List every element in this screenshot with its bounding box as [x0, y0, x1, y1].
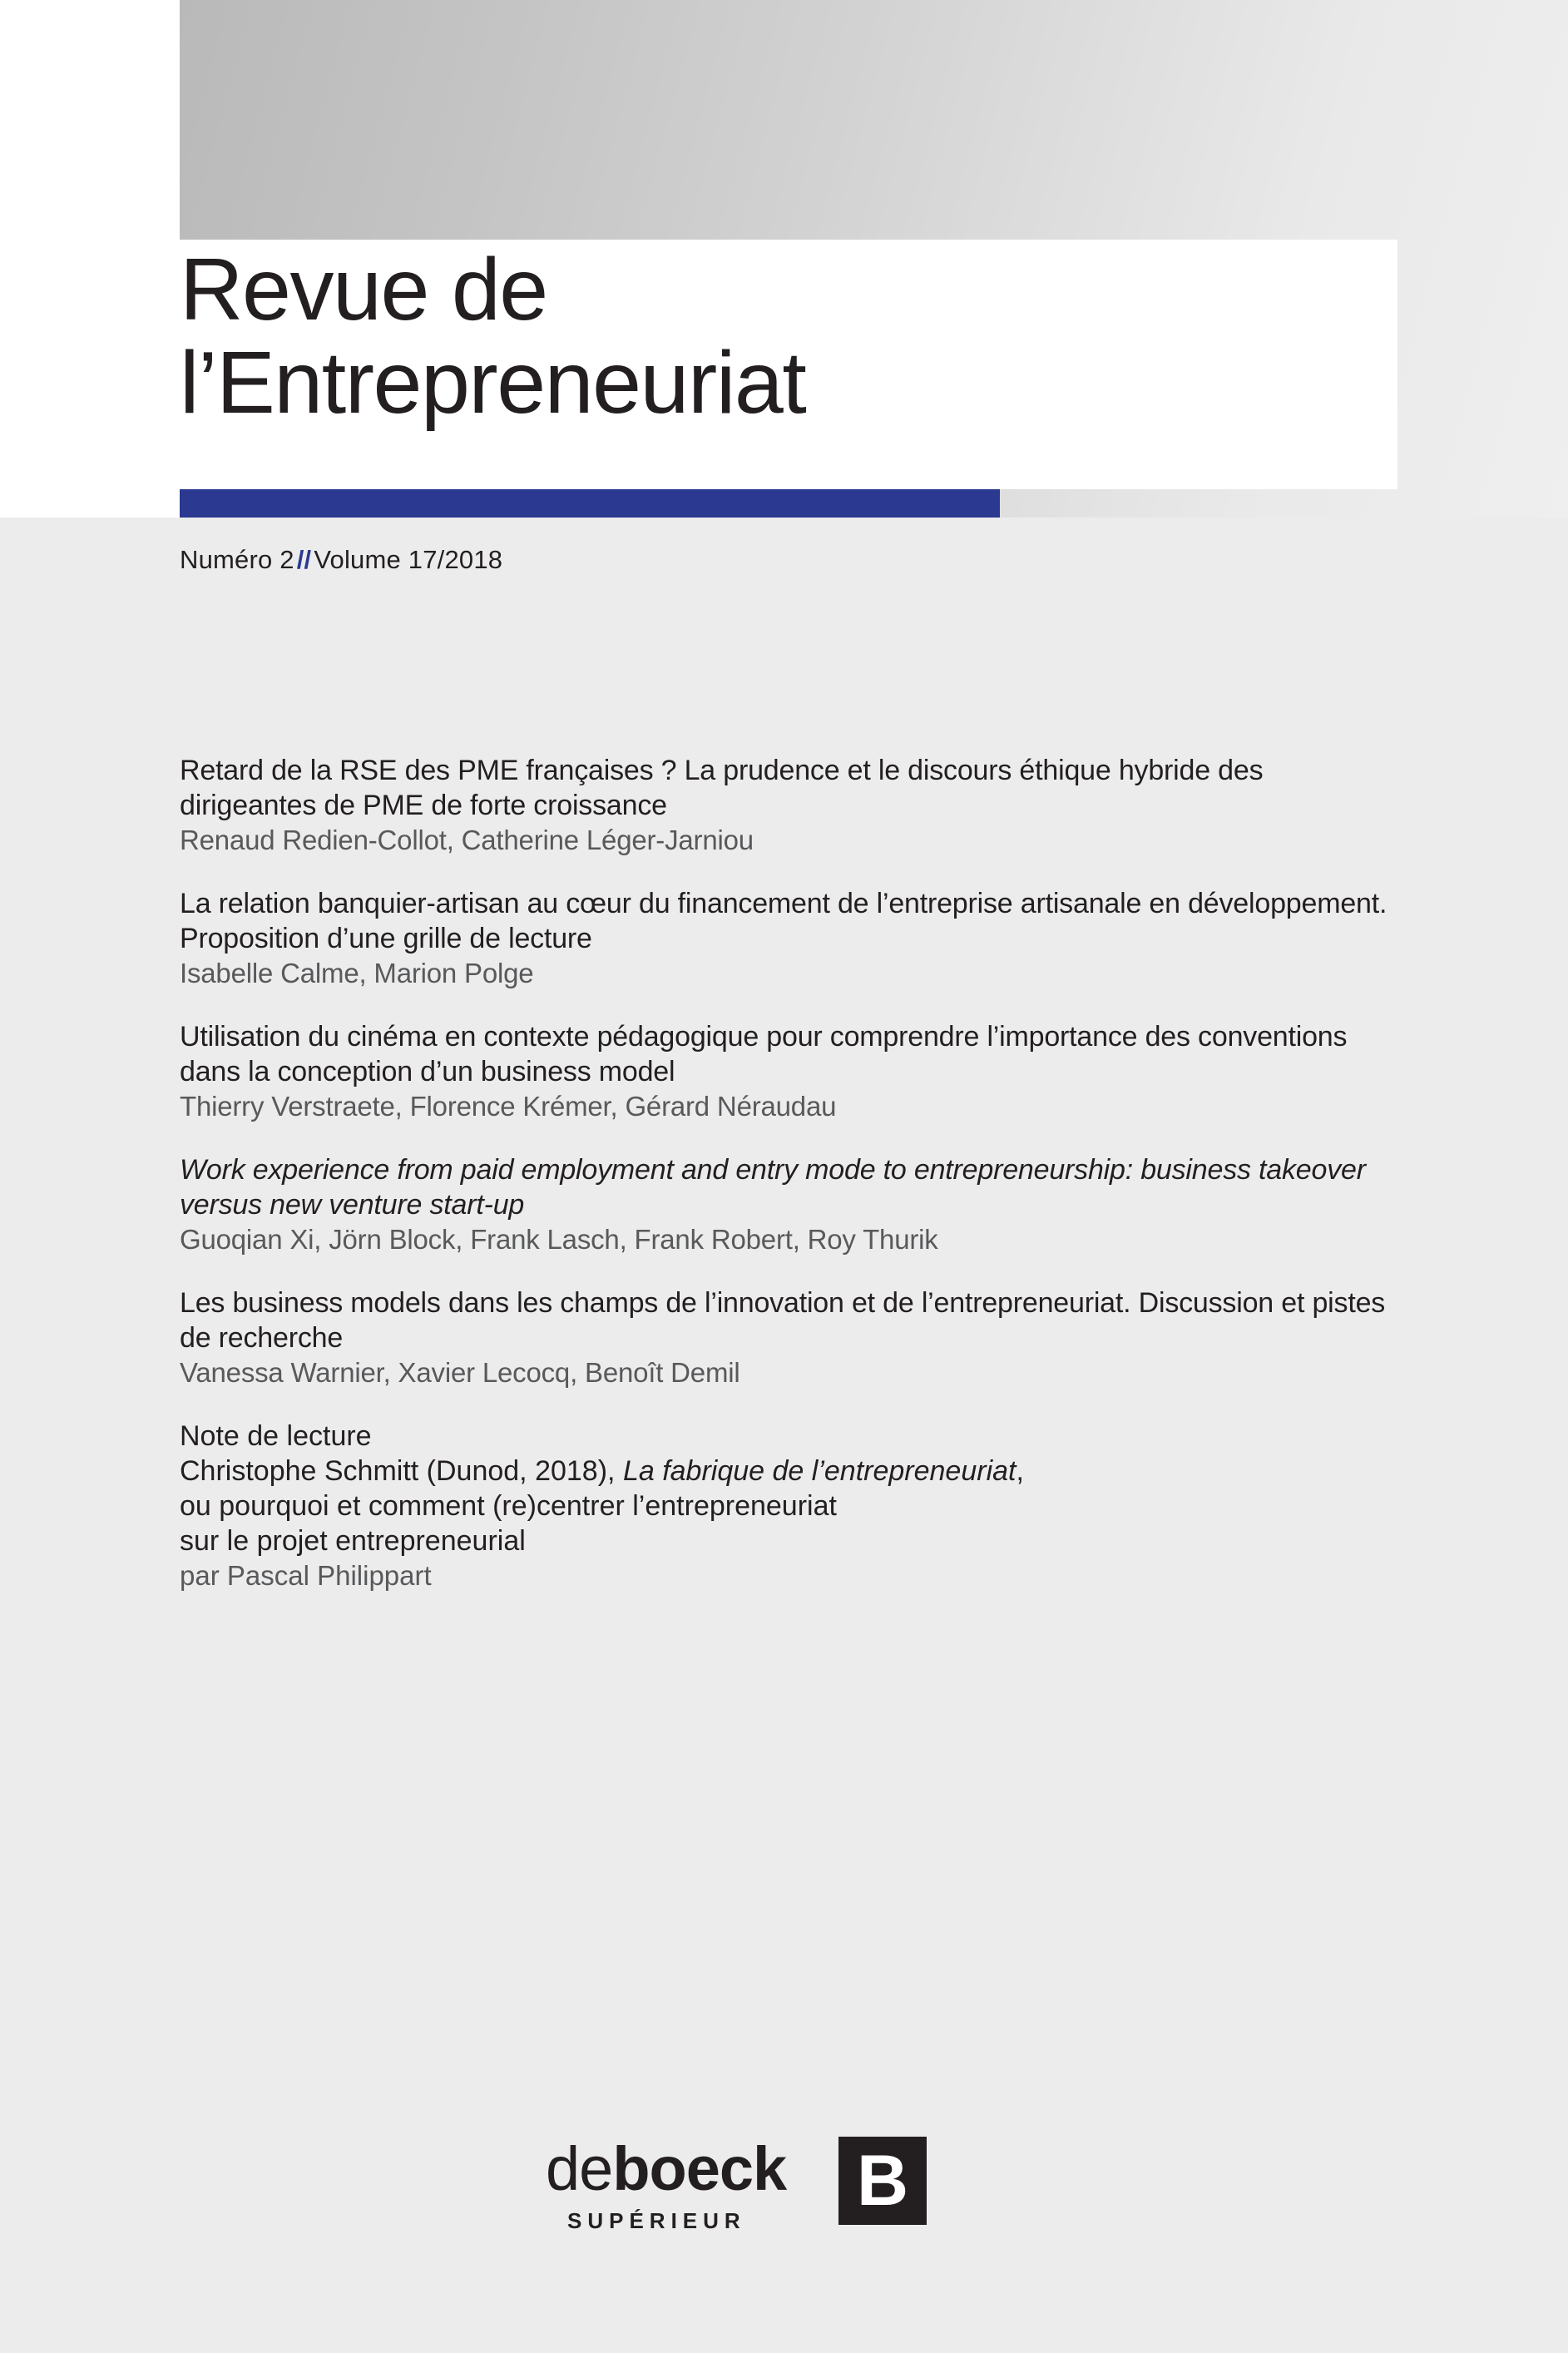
- table-of-contents: [180, 753, 1394, 1593]
- list-item: [180, 1152, 1394, 1257]
- article-authors: Isabelle Calme, Marion Polge: [180, 958, 534, 988]
- article-title: La relation banquier-artisan au cœur du financement de l’entreprise artisanale en développement. Proposition d’une grille de lecture: [180, 888, 1387, 954]
- issue-number: Numéro 2: [180, 545, 294, 574]
- accent-rule: [180, 489, 1000, 518]
- header-left-margin: [0, 0, 180, 518]
- publisher-logo: [546, 2134, 928, 2255]
- article-title: Les business models dans les champs de l’innovation et de l’entrepreneuriat. Discussion et pistes de recherche: [180, 1287, 1386, 1354]
- article-authors: Renaud Redien-Collot, Catherine Léger-Jarniou: [180, 825, 754, 855]
- list-item: [180, 753, 1394, 858]
- list-item: [180, 886, 1394, 991]
- journal-title-line-1: Revue de: [180, 240, 547, 339]
- article-authors: Guoqian Xi, Jörn Block, Frank Lasch, Frank Robert, Roy Thurik: [180, 1224, 938, 1255]
- article-title: Work experience from paid employment and entry mode to entrepreneurship: business takeover versus new venture start-up: [180, 1154, 1366, 1221]
- list-item: [180, 1285, 1394, 1390]
- issue-line: [180, 545, 502, 575]
- issue-separator: //: [296, 545, 312, 574]
- reading-note-label: Note de lecture: [180, 1420, 372, 1452]
- article-title: Utilisation du cinéma en contexte pédagogique pour comprendre l’importance des conventions dans la conception d’un business model: [180, 1021, 1348, 1087]
- publisher-word-boeck: boeck: [612, 2134, 787, 2203]
- list-item: [180, 1019, 1394, 1124]
- reading-note-body: [180, 1454, 1394, 1489]
- article-authors: Vanessa Warnier, Xavier Lecocq, Benoît Demil: [180, 1357, 740, 1388]
- journal-title: [180, 240, 1261, 432]
- reading-note-text-before: Christophe Schmitt (Dunod, 2018),: [180, 1455, 623, 1487]
- reading-note-text-after: ,: [1016, 1455, 1024, 1487]
- reading-note-book-title: La fabrique de l’entrepreneuriat: [622, 1455, 1016, 1487]
- publisher-wordmark: [546, 2134, 787, 2203]
- article-authors: Thierry Verstraete, Florence Krémer, Gérard Néraudau: [180, 1091, 837, 1122]
- issue-volume: Volume 17/2018: [314, 545, 503, 574]
- reading-note-entry: [180, 1419, 1394, 1593]
- publisher-subtitle: SUPÉRIEUR: [567, 2208, 746, 2233]
- reading-note-author: par Pascal Philippart: [180, 1560, 432, 1591]
- publisher-mark-letter: B: [856, 2141, 909, 2221]
- reading-note-line-2: ou pourquoi et comment (re)centrer l’entrepreneuriat: [180, 1490, 837, 1522]
- publisher-b-mark-icon: [838, 2137, 927, 2225]
- publisher-word-de: de: [546, 2134, 613, 2203]
- article-title: Retard de la RSE des PME françaises ? La prudence et le discours éthique hybride des dirigeantes de PME de forte croissance: [180, 755, 1264, 821]
- journal-title-line-2: l’Entrepreneuriat: [180, 334, 806, 432]
- reading-note-line-3: sur le projet entrepreneurial: [180, 1525, 526, 1557]
